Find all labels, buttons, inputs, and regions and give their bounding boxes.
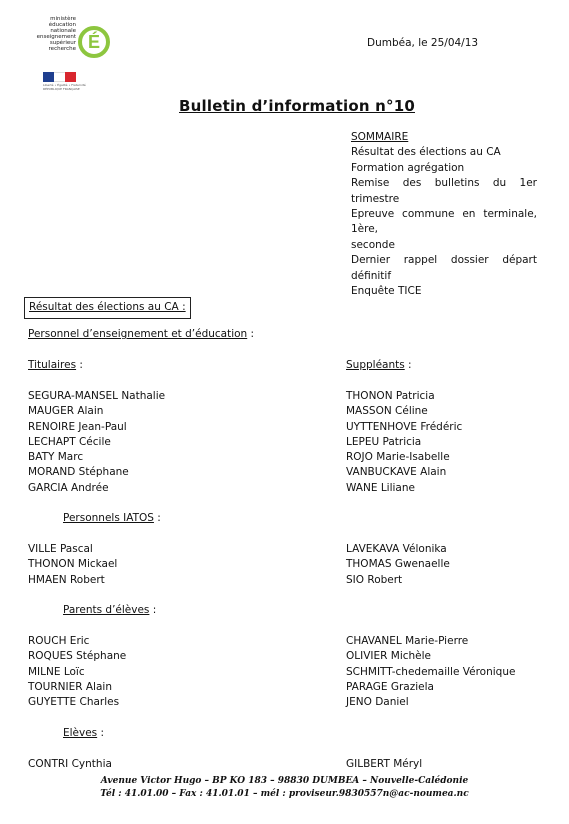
eleves-right-list — [346, 757, 422, 772]
parents-right-list — [346, 634, 515, 710]
sommaire-heading: SOMMAIRE — [351, 131, 409, 143]
footer-contact-line: Tél : 41.01.00 – Fax : 41.01.01 – mél : proviseur.9830557n@ac-noumea.nc — [100, 788, 469, 799]
logo-letter: É — [87, 32, 100, 52]
sommaire — [351, 130, 537, 299]
eleves-label-suffix: : — [97, 727, 105, 739]
list-item: ROJO Marie-Isabelle — [346, 451, 450, 464]
list-item: TOURNIER Alain — [28, 680, 112, 693]
parents-label: Parents d’élèves — [63, 604, 150, 616]
list-item: THONON Mickael — [28, 558, 118, 571]
list-item: MILNE Loïc — [28, 665, 85, 678]
sommaire-item: Formation agrégation — [351, 161, 465, 174]
place-date: Dumbéa, le 25/04/13 — [367, 37, 479, 49]
teaching-staff-label: Personnel d’enseignement et d’éducation — [28, 328, 248, 340]
ministry-line: ministère — [50, 16, 76, 22]
sommaire-item: Enquête TICE — [351, 285, 422, 298]
eleves-label: Elèves — [63, 727, 98, 739]
list-item: LEPEU Patricia — [346, 435, 422, 448]
list-item: RENOIRE Jean-Paul — [28, 420, 127, 433]
list-item: SCHMITT-chedemaille Véronique — [346, 665, 516, 678]
suppleants-heading — [346, 358, 412, 373]
list-item: SIO Robert — [346, 573, 403, 586]
ministry-line: supérieur — [49, 40, 76, 46]
list-item: ROQUES Stéphane — [28, 650, 127, 663]
list-item: CONTRI Cynthia — [28, 758, 112, 770]
sommaire-item: Remise des bulletins du 1er — [351, 177, 537, 190]
list-item: PARAGE Graziela — [346, 680, 434, 693]
teaching-staff-heading — [28, 327, 254, 342]
suppleants-label: Suppléants — [346, 359, 405, 371]
teaching-staff-label-suffix: : — [247, 328, 255, 340]
sommaire-item: Epreuve commune en terminale, 1ère, — [351, 208, 537, 236]
footer-address — [0, 775, 569, 800]
list-item: MAUGER Alain — [28, 405, 104, 418]
titulaires-heading — [28, 358, 83, 373]
list-item: MASSON Céline — [346, 405, 428, 418]
iatos-left-list — [28, 542, 117, 588]
list-item: UYTTENHOVE Frédéric — [346, 420, 463, 433]
suppleants-label-suffix: : — [404, 359, 412, 371]
list-item: JENO Daniel — [346, 696, 409, 709]
list-item: LAVEKAVA Vélonika — [346, 543, 447, 555]
titulaires-label-suffix: : — [76, 359, 83, 371]
list-item: VANBUCKAVE Alain — [346, 466, 447, 479]
ministry-logo — [28, 16, 108, 92]
list-item: VILLE Pascal — [28, 543, 93, 555]
french-flag-icon — [43, 72, 76, 82]
ministry-line: recherche — [48, 46, 76, 52]
titulaires-label: Titulaires — [28, 359, 77, 371]
titulaires-list — [28, 389, 165, 496]
sommaire-item: Résultat des élections au CA — [351, 146, 501, 159]
list-item: GUYETTE Charles — [28, 696, 120, 709]
flag-caption-republic: RÉPUBLIQUE FRANÇAISE — [43, 87, 80, 91]
bulletin-title: Bulletin d’information n°10 — [179, 97, 415, 115]
list-item: LECHAPT Cécile — [28, 435, 111, 448]
list-item: SEGURA-MANSEL Nathalie — [28, 390, 166, 402]
ministry-line: nationale — [50, 28, 76, 34]
list-item: OLIVIER Michèle — [346, 650, 431, 663]
suppleants-list — [346, 389, 462, 496]
list-item: ROUCH Eric — [28, 635, 90, 647]
list-item: THONON Patricia — [346, 390, 435, 402]
eleves-heading — [63, 726, 104, 741]
parents-label-suffix: : — [149, 604, 157, 616]
list-item: MORAND Stéphane — [28, 466, 129, 479]
iatos-right-list — [346, 542, 450, 588]
sommaire-item: trimestre — [351, 192, 400, 205]
ministry-line: éducation — [48, 22, 76, 28]
sommaire-item: Dernier rappel dossier départ — [351, 254, 537, 267]
iatos-label-suffix: : — [153, 512, 161, 524]
sommaire-item: définitif — [351, 269, 392, 282]
parents-left-list — [28, 634, 126, 710]
flag-caption: Liberté • Égalité • Fraternité — [43, 83, 86, 87]
list-item: HMAEN Robert — [28, 573, 105, 586]
logo-circle-icon — [78, 26, 110, 58]
footer-address-line: Avenue Victor Hugo – BP KO 183 – 98830 DUMBEA – Nouvelle-Calédonie — [100, 776, 469, 786]
list-item: GARCIA Andrée — [28, 481, 109, 494]
list-item: WANE Liliane — [346, 481, 415, 494]
list-item: BATY Marc — [28, 451, 84, 464]
parents-heading — [63, 603, 156, 618]
ministry-line: enseignement — [36, 34, 76, 40]
ministry-name — [36, 16, 76, 52]
eleves-left-list — [28, 757, 112, 772]
sommaire-item: seconde — [351, 238, 395, 251]
list-item: GILBERT Méryl — [346, 758, 423, 770]
list-item: THOMAS Gwenaelle — [346, 558, 450, 571]
iatos-label: Personnels IATOS — [63, 512, 154, 524]
iatos-heading — [63, 511, 161, 526]
list-item: CHAVANEL Marie-Pierre — [346, 635, 469, 647]
section-heading: Résultat des élections au CA : — [24, 297, 191, 319]
